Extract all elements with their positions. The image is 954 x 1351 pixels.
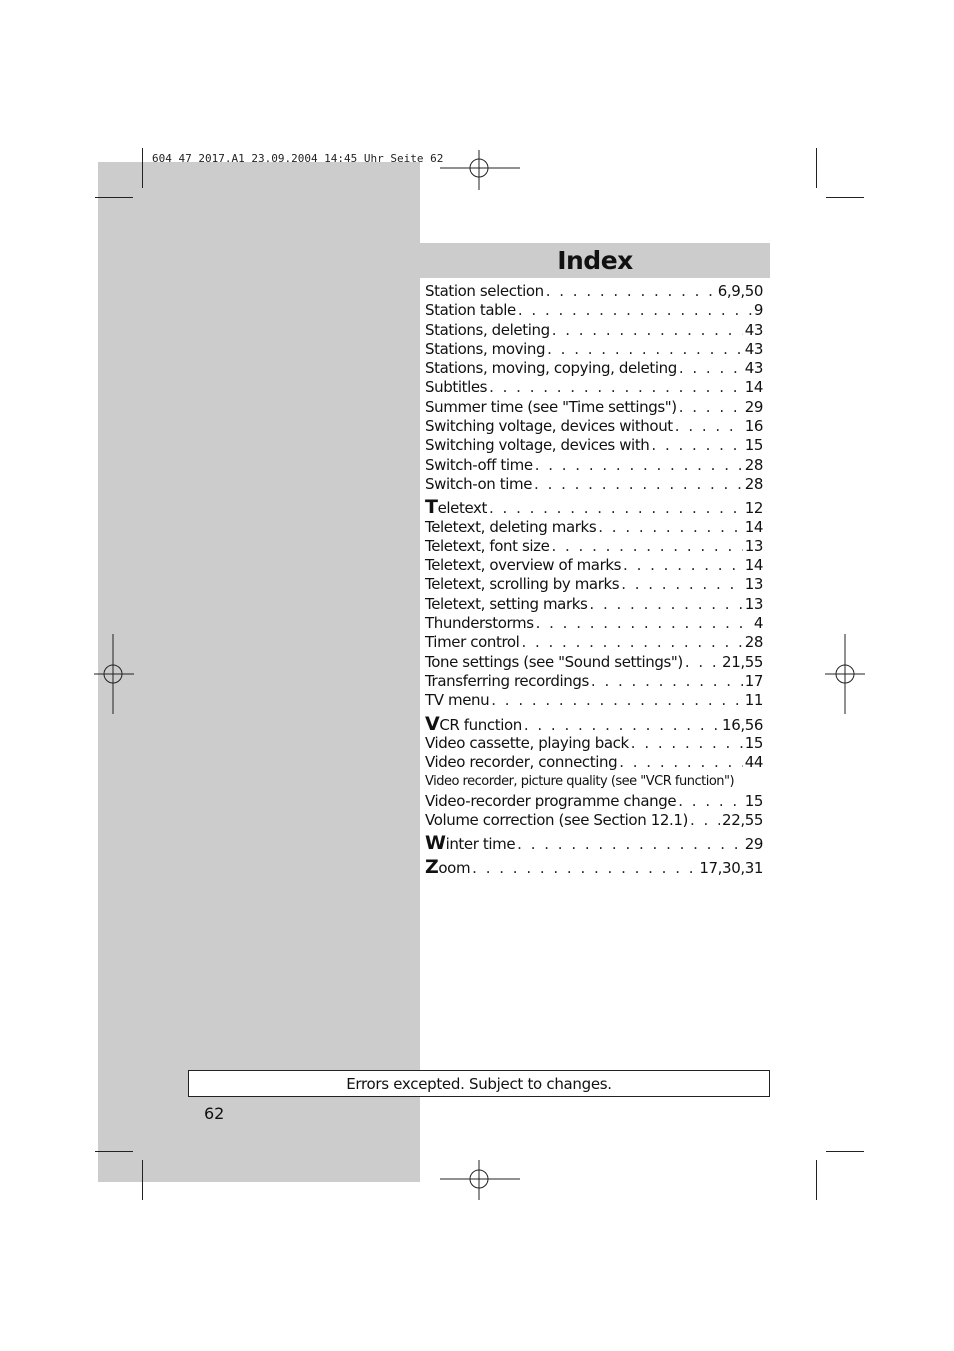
index-term-text: Thunderstorms bbox=[425, 614, 534, 633]
index-page-ref: 28 bbox=[744, 455, 763, 474]
index-term bbox=[425, 633, 519, 652]
dot-leader bbox=[619, 753, 742, 772]
index-page-ref: 43 bbox=[744, 359, 763, 378]
index-term-text: Stations, deleting bbox=[425, 320, 550, 339]
index-term-text: Station table bbox=[425, 301, 516, 320]
crop-mark bbox=[95, 197, 133, 198]
index-page-ref: 15 bbox=[744, 791, 763, 810]
gray-side-panel bbox=[98, 162, 420, 1182]
index-term bbox=[425, 753, 617, 772]
dot-leader bbox=[517, 835, 743, 854]
index-term-text: Subtitles bbox=[425, 378, 488, 397]
index-term bbox=[425, 301, 516, 320]
index-term-text: Teletext, setting marks bbox=[425, 594, 588, 613]
index-page-ref: 14 bbox=[744, 556, 763, 575]
index-term-initial: T bbox=[425, 496, 438, 519]
index-term-text: Video cassette, playing back bbox=[425, 733, 629, 752]
index-term-initial: V bbox=[425, 712, 440, 735]
index-entry bbox=[425, 398, 763, 417]
index-term bbox=[425, 340, 545, 359]
index-page-ref: 28 bbox=[744, 474, 763, 493]
index-entry bbox=[425, 436, 763, 455]
index-page-ref: 12 bbox=[744, 499, 763, 518]
index-term-text: CR function bbox=[439, 715, 522, 734]
index-entry bbox=[425, 359, 763, 378]
dot-leader bbox=[631, 734, 743, 753]
index-entry bbox=[425, 653, 763, 672]
index-entry bbox=[425, 518, 763, 537]
index-term bbox=[425, 575, 619, 594]
index-entry bbox=[425, 282, 763, 301]
dot-leader bbox=[535, 456, 743, 475]
dot-leader bbox=[678, 792, 742, 811]
index-term bbox=[425, 691, 489, 710]
index-term bbox=[425, 398, 677, 417]
crop-mark bbox=[816, 1160, 817, 1200]
index-entry bbox=[425, 475, 763, 494]
index-entry bbox=[425, 595, 763, 614]
index-page-ref: 21,55 bbox=[722, 652, 763, 671]
dot-leader bbox=[685, 653, 720, 672]
index-term bbox=[425, 855, 471, 878]
dot-leader bbox=[589, 595, 742, 614]
index-term bbox=[425, 436, 649, 455]
dot-leader bbox=[623, 556, 743, 575]
index-entry bbox=[425, 417, 763, 436]
index-page-ref: 15 bbox=[744, 733, 763, 752]
index-page-ref: 4 bbox=[753, 614, 763, 633]
index-term-text: Volume correction (see Section 12.1) bbox=[425, 811, 688, 830]
index-term bbox=[425, 811, 688, 830]
print-slug: 604 47 2017.A1 23.09.2004 14:45 Uhr Seite 62 bbox=[152, 152, 444, 165]
index-list bbox=[425, 282, 763, 877]
index-entry bbox=[425, 321, 763, 340]
index-term bbox=[425, 556, 621, 575]
index-page-ref: 13 bbox=[744, 536, 763, 555]
index-term-initial: W bbox=[425, 832, 446, 855]
index-term bbox=[425, 498, 487, 518]
crop-mark bbox=[142, 148, 143, 188]
index-term-text: Teletext, overview of marks bbox=[425, 556, 622, 575]
index-entry bbox=[425, 734, 763, 753]
index-page-ref: 13 bbox=[744, 594, 763, 613]
dot-leader bbox=[489, 499, 743, 518]
index-entry bbox=[425, 614, 763, 633]
page-number: 62 bbox=[204, 1104, 225, 1123]
dot-leader bbox=[536, 614, 752, 633]
index-term-text: Station selection bbox=[425, 282, 544, 300]
index-entry bbox=[425, 792, 763, 811]
dot-leader bbox=[472, 859, 697, 878]
dot-leader bbox=[489, 378, 743, 397]
index-term bbox=[425, 282, 544, 301]
index-page-ref: 28 bbox=[744, 633, 763, 652]
index-term-text: Teletext, font size bbox=[425, 536, 550, 555]
index-term-text: Stations, moving, copying, deleting bbox=[425, 359, 677, 378]
dot-leader bbox=[675, 417, 743, 436]
index-entry bbox=[425, 633, 763, 652]
index-entry bbox=[425, 772, 763, 791]
index-term bbox=[425, 792, 676, 811]
page-title: Index bbox=[557, 246, 633, 275]
crop-mark bbox=[826, 197, 864, 198]
registration-mark-icon bbox=[440, 1160, 520, 1200]
dot-leader bbox=[521, 633, 742, 652]
index-page-ref: 15 bbox=[744, 436, 763, 455]
dot-leader bbox=[598, 518, 742, 537]
index-term bbox=[425, 321, 550, 340]
dot-leader bbox=[621, 575, 743, 594]
index-term-initial: Z bbox=[425, 855, 439, 878]
index-term-text: Stations, moving bbox=[425, 339, 546, 358]
registration-mark-icon bbox=[440, 150, 520, 190]
index-page-ref: 44 bbox=[744, 753, 763, 772]
index-term bbox=[425, 518, 596, 537]
index-entry bbox=[425, 575, 763, 594]
index-term bbox=[425, 595, 587, 614]
dot-leader bbox=[491, 691, 742, 710]
index-entry bbox=[425, 672, 763, 691]
index-page-ref: 16 bbox=[744, 417, 763, 436]
index-term bbox=[425, 734, 629, 753]
index-term bbox=[425, 456, 533, 475]
index-term-text: Video recorder, picture quality (see "VCR function") bbox=[425, 774, 735, 790]
index-entry bbox=[425, 301, 763, 320]
index-page-ref: 16,56 bbox=[722, 715, 763, 734]
index-entry bbox=[425, 834, 763, 853]
dot-leader bbox=[547, 340, 743, 359]
index-entry bbox=[425, 456, 763, 475]
index-term bbox=[425, 653, 683, 672]
crop-mark bbox=[826, 1151, 864, 1152]
index-term-text: inter time bbox=[445, 835, 516, 854]
index-term-text: Switch-on time bbox=[425, 474, 533, 493]
index-entry bbox=[425, 855, 763, 878]
index-term bbox=[425, 772, 734, 791]
index-page-ref: 11 bbox=[744, 691, 763, 710]
index-page-ref: 29 bbox=[744, 397, 763, 416]
index-term bbox=[425, 672, 589, 691]
index-term bbox=[425, 537, 549, 556]
index-entry bbox=[425, 498, 763, 517]
dot-leader bbox=[679, 359, 743, 378]
index-term-text: Switch-off time bbox=[425, 455, 533, 474]
index-page-ref: 29 bbox=[744, 835, 763, 854]
index-entry bbox=[425, 556, 763, 575]
index-term-text: Teletext, scrolling by marks bbox=[425, 575, 620, 594]
index-term-text: eletext bbox=[437, 499, 487, 518]
registration-mark-icon bbox=[825, 634, 865, 714]
dot-leader bbox=[534, 475, 743, 494]
index-term bbox=[425, 359, 677, 378]
index-term bbox=[425, 712, 522, 735]
index-page-ref: 14 bbox=[744, 378, 763, 397]
index-term-text: Summer time (see "Time settings") bbox=[425, 397, 677, 416]
index-term-text: Tone settings (see "Sound settings") bbox=[425, 652, 683, 671]
dot-leader bbox=[551, 537, 742, 556]
dot-leader bbox=[524, 716, 720, 735]
dot-leader bbox=[518, 301, 752, 320]
dot-leader bbox=[690, 811, 720, 830]
index-term bbox=[425, 834, 515, 854]
index-page-ref: 6,9,50 bbox=[717, 282, 763, 300]
registration-mark-icon bbox=[94, 634, 134, 714]
crop-mark bbox=[142, 1160, 143, 1200]
dot-leader bbox=[552, 321, 743, 340]
index-page-ref: 43 bbox=[744, 320, 763, 339]
index-term-text: Video-recorder programme change bbox=[425, 791, 677, 810]
crop-mark bbox=[816, 148, 817, 188]
index-page-ref: 9 bbox=[753, 301, 763, 320]
index-title-bar bbox=[420, 243, 770, 278]
index-term bbox=[425, 614, 534, 633]
index-entry bbox=[425, 712, 763, 735]
index-term bbox=[425, 417, 673, 436]
index-term-text: Transferring recordings bbox=[425, 671, 589, 690]
index-term bbox=[425, 475, 532, 494]
dot-leader bbox=[679, 398, 743, 417]
index-term-text: oom bbox=[438, 858, 471, 877]
index-entry bbox=[425, 753, 763, 772]
index-term-text: Video recorder, connecting bbox=[425, 753, 618, 772]
footer-note: Errors excepted. Subject to changes. bbox=[346, 1074, 612, 1093]
footer-note-box bbox=[188, 1070, 770, 1097]
dot-leader bbox=[591, 672, 743, 691]
index-entry bbox=[425, 378, 763, 397]
index-page-ref: 17 bbox=[744, 671, 763, 690]
index-term-text: Switching voltage, devices without bbox=[425, 417, 673, 436]
index-entry bbox=[425, 537, 763, 556]
index-page-ref: 22,55 bbox=[722, 811, 763, 830]
index-term-text: TV menu bbox=[425, 691, 490, 710]
index-page-ref: 43 bbox=[744, 339, 763, 358]
index-entry bbox=[425, 340, 763, 359]
crop-mark bbox=[95, 1151, 133, 1152]
index-term-text: Timer control bbox=[425, 633, 520, 652]
index-page-ref: 17,30,31 bbox=[699, 858, 763, 877]
index-term bbox=[425, 378, 487, 397]
index-entry bbox=[425, 691, 763, 710]
index-term-text: Teletext, deleting marks bbox=[425, 517, 597, 536]
index-entry bbox=[425, 811, 763, 830]
dot-leader bbox=[546, 282, 716, 301]
index-page-ref: 14 bbox=[744, 517, 763, 536]
index-term-text: Switching voltage, devices with bbox=[425, 436, 650, 455]
index-page-ref: 13 bbox=[744, 575, 763, 594]
dot-leader bbox=[651, 436, 742, 455]
